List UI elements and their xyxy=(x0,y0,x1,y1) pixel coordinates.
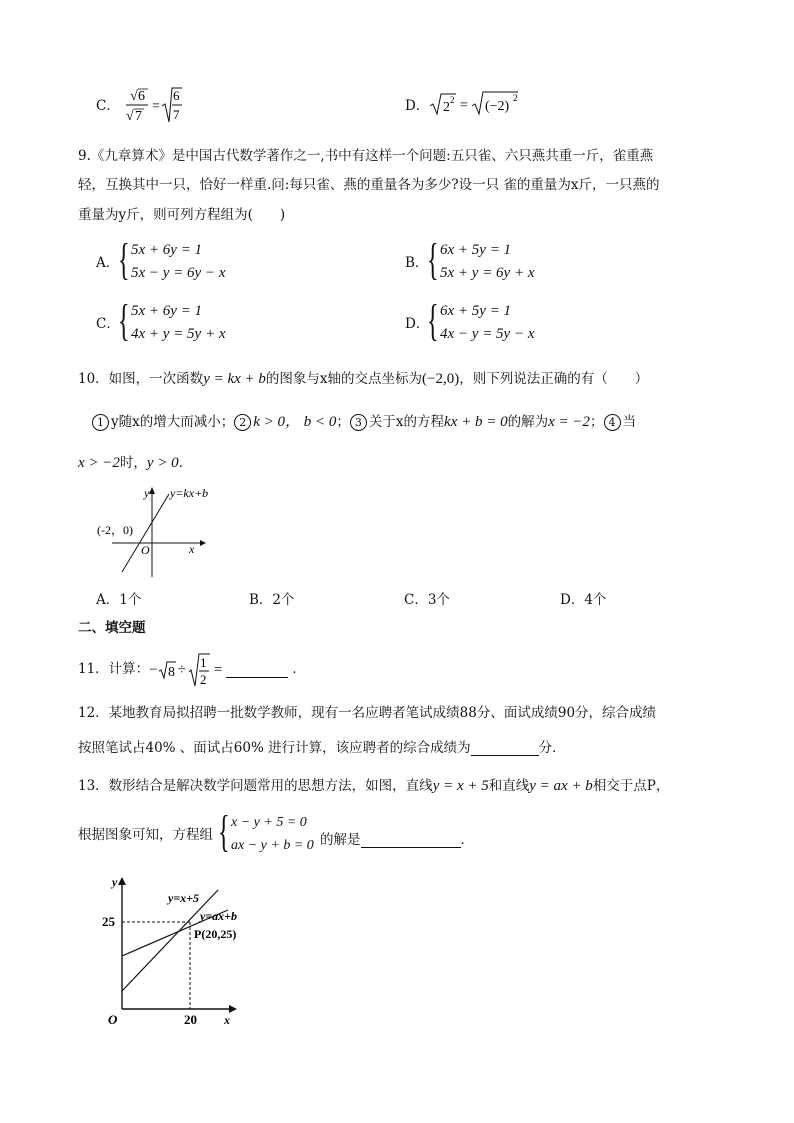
q11-frac-d: 2 xyxy=(199,672,207,687)
q12-line2 xyxy=(78,737,566,756)
q13-line1 xyxy=(78,775,669,795)
svg-text:2: 2 xyxy=(450,95,455,105)
q9-option-d-eq2: 4x − y = 5y − x xyxy=(440,326,535,342)
q10-origin-label: O xyxy=(141,543,150,557)
q9-option-d-eq1: 6x + 5y = 1 xyxy=(440,303,512,319)
q9-stem-line2: 轻，互换其中一只，恰好一样重.问:每只雀、燕的重量各为多少?设一只 雀的重量为x斤，一只燕的 xyxy=(78,177,660,193)
q13-point-label: P(20,25) xyxy=(194,927,237,941)
q8-c-equals: = xyxy=(152,99,160,114)
q10-stem-func: y = kx + b xyxy=(203,371,266,387)
q10-line2-text-b: ． xyxy=(178,455,193,471)
q13-line2-b: 的解是 xyxy=(320,832,361,848)
q9-option-c-brace: { xyxy=(118,296,130,345)
q11 xyxy=(78,652,306,688)
q10-stem-b: 的图象与x轴的交点坐标为 xyxy=(265,371,423,387)
q10-x-arrow xyxy=(200,540,206,546)
q9-option-c-label[interactable]: C． xyxy=(96,316,120,332)
q13-x-arrow xyxy=(229,1005,237,1013)
q13-line2-c: ． xyxy=(460,832,474,848)
q10-line2-math: x > −2 xyxy=(78,455,120,471)
q13-sys-eq1: x − y + 5 = 0 xyxy=(231,815,307,830)
q10-s1-number: 1 xyxy=(92,414,109,431)
q13-line1-c: 相交于点P， xyxy=(592,778,670,794)
q13-graph xyxy=(98,872,258,1032)
q9-option-b-eq1: 6x + 5y = 1 xyxy=(440,242,512,258)
q11-div: ÷ xyxy=(177,661,186,678)
q9-option-b-eq2: 5x + y = 6y + x xyxy=(440,265,535,281)
q10-s3-text-a: 关于x的方程 xyxy=(368,414,445,430)
q9-option-d-brace: { xyxy=(427,296,439,345)
q11-answer-blank[interactable] xyxy=(226,663,288,678)
svg-text:2: 2 xyxy=(513,93,518,103)
q11-frac-n: 1 xyxy=(199,655,207,670)
q13-line2-label: y=ax+b xyxy=(200,909,238,923)
q9-option-a-label[interactable]: A． xyxy=(96,255,120,271)
q10-s4-number: 4 xyxy=(604,414,621,431)
q10-line-label: y=kx+b xyxy=(170,486,209,500)
q10-s2-math: k > 0， b < 0 xyxy=(253,414,337,430)
q10-line2-math2: y > 0 xyxy=(146,455,179,471)
q10-option-a[interactable]: A．1个 xyxy=(96,592,142,608)
q10-s3-sep: ； xyxy=(590,414,604,430)
q13-tick-y: 25 xyxy=(102,914,115,929)
svg-text:(−2): (−2) xyxy=(485,99,510,114)
q13-line1-a: 13．数形结合是解决数学问题常用的思想方法，如图，直线 xyxy=(78,778,433,794)
q13-answer-blank[interactable] xyxy=(361,833,461,848)
q12-answer-blank[interactable] xyxy=(471,741,539,756)
q9-option-d-label[interactable]: D． xyxy=(405,316,430,332)
q10-s2-sep: ； xyxy=(336,414,350,430)
q11-neg: − xyxy=(149,661,158,678)
q9-option-c-eq1: 5x + 6y = 1 xyxy=(131,303,203,319)
q10-statements xyxy=(92,410,636,431)
q13-tick-x: 20 xyxy=(184,1012,197,1027)
svg-text:7: 7 xyxy=(173,107,180,122)
q8-option-d-label: D． xyxy=(405,98,430,114)
q10-stem-c: ，则下列说法正确的有（ ） xyxy=(459,371,649,387)
q10-y-label: y xyxy=(144,486,150,500)
section-title: 二、填空题 xyxy=(78,620,146,636)
q10-s3-number: 3 xyxy=(350,414,367,431)
q13-line2-a: 根据图象可知，方程组 xyxy=(78,827,213,843)
svg-text:6: 6 xyxy=(173,88,180,103)
q13-y-arrow xyxy=(118,877,126,885)
q10-s3-eq: kx + b = 0 xyxy=(444,414,508,430)
q10-x-label: x xyxy=(189,542,195,556)
q10-option-b[interactable]: B．2个 xyxy=(249,592,295,608)
q10-point-label: (-2，0) xyxy=(97,523,133,537)
q10-s3-sol: x = −2 xyxy=(548,414,590,430)
q10-statement-line2 xyxy=(78,452,192,472)
q9-option-b-label[interactable]: B． xyxy=(405,255,429,271)
q13-line1-eq1: y = x + 5 xyxy=(432,778,489,794)
q9-option-c-eq2: 4x + y = 5y + x xyxy=(131,326,226,342)
q8-option-c-expression xyxy=(122,86,184,130)
q8-option-c-formula xyxy=(122,86,184,126)
q9-stem-line3: 重量为y斤，则可列方程组为( ) xyxy=(78,207,286,223)
svg-text:=: = xyxy=(460,98,468,113)
q13-sys-eq2: ax − y + b = 0 xyxy=(231,838,314,853)
q10-graph xyxy=(92,482,222,582)
q9-option-a-eq1: 5x + 6y = 1 xyxy=(131,242,203,258)
q13-y-label: y xyxy=(112,875,118,889)
q12-line1: 12．某地教育局拟招聘一批数学教师，现有一名应聘者笔试成绩88分、面试成绩90分，综合成绩 xyxy=(78,705,657,721)
q11-radicand: 8 xyxy=(167,665,175,680)
q11-sqrt-frac xyxy=(188,652,210,688)
q10-line2-text-a: 时， xyxy=(119,455,147,471)
q13-x-label: x xyxy=(224,1013,230,1027)
q8-option-c-label: C． xyxy=(96,98,120,114)
q13-line1-b: 和直线 xyxy=(488,778,530,794)
q11-eq: = xyxy=(213,661,223,678)
q10-option-d[interactable]: D．4个 xyxy=(560,592,607,608)
q9-option-a-brace: { xyxy=(118,235,130,284)
q9-option-b-brace: { xyxy=(427,235,439,284)
svg-text:√: √ xyxy=(130,89,138,104)
q11-end: ． xyxy=(292,661,306,678)
q11-sqrt8 xyxy=(158,659,176,681)
svg-text:6: 6 xyxy=(138,89,145,104)
q10-option-c[interactable]: C．3个 xyxy=(404,592,450,608)
q13-origin-label: O xyxy=(108,1012,118,1027)
svg-text:√: √ xyxy=(126,109,134,124)
q13-brace: { xyxy=(218,807,230,856)
q9-stem-line1: 9.《九章算术》是中国古代数学著作之一,书中有这样一个问题:五只雀、六只燕共重一斤，雀重燕 xyxy=(78,148,654,164)
q11-text: 11．计算： xyxy=(78,661,150,678)
q10-s3-text-b: 的解为 xyxy=(507,414,549,430)
q10-y-arrow xyxy=(149,487,155,494)
q10-stem xyxy=(78,368,648,388)
q10-s2-number: 2 xyxy=(234,414,251,431)
q8-option-d-expression xyxy=(430,90,522,122)
q8-option-d-formula xyxy=(430,90,522,118)
q12-line2-end: 分． xyxy=(538,740,566,756)
q13-line2-tail xyxy=(320,829,474,848)
q10-s1-text: y随x的增大而减小； xyxy=(111,414,235,430)
q10-s4-text: 当 xyxy=(622,414,636,430)
q13-line1-eq2: y = ax + b xyxy=(529,778,593,794)
svg-text:7: 7 xyxy=(135,109,142,124)
q12-line2-text: 按照笔试占40% 、面试占60% 进行计算，该应聘者的综合成绩为 xyxy=(78,740,471,756)
svg-text:2: 2 xyxy=(443,100,450,115)
q10-stem-a: 10．如图，一次函数 xyxy=(78,371,204,387)
q13-line1-label: y=x+5 xyxy=(168,891,200,905)
q10-stem-point: (−2,0) xyxy=(422,371,460,387)
q9-option-a-eq2: 5x − y = 6y − x xyxy=(131,265,226,281)
